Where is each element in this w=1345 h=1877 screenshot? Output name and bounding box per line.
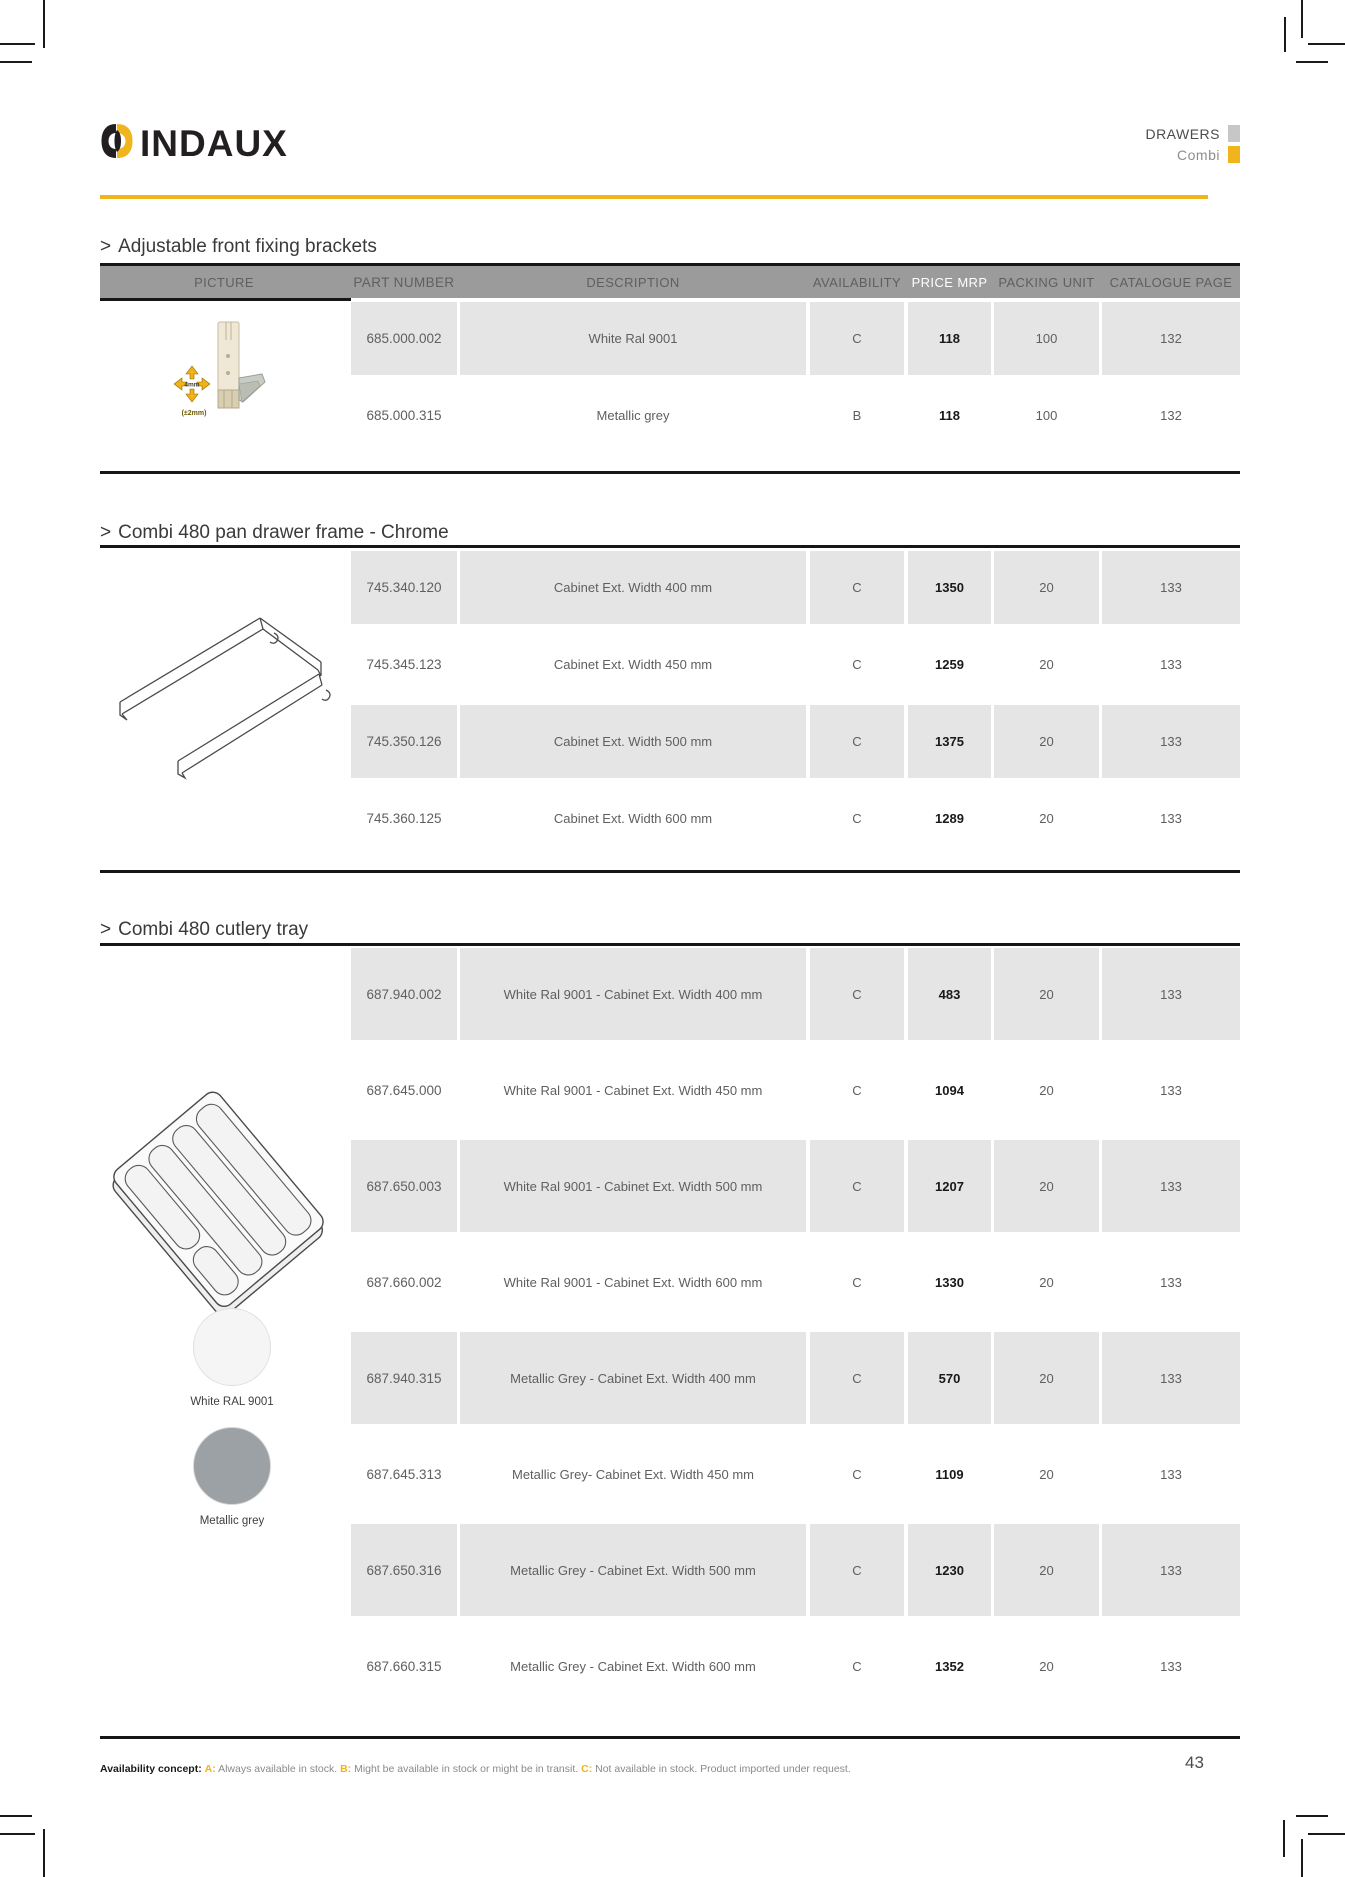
price-cell: 118 [908,302,991,375]
packing-unit-cell: 20 [994,1332,1099,1424]
bracket-4mm-label: 4mm [184,381,200,389]
part-number-cell: 685.000.315 [366,408,442,423]
availability-legend-label: Availability concept: [100,1763,202,1775]
crop-mark [1301,0,1303,38]
packing-unit-cell: 20 [1039,1658,1054,1674]
description-cell: White Ral 9001 - Cabinet Ext. Width 400 mm [460,948,806,1040]
description-cell: Cabinet Ext. Width 500 mm [460,705,806,778]
header-rule [100,195,1208,199]
price-cell: 1230 [908,1524,991,1616]
description-cell: White Ral 9001 - Cabinet Ext. Width 450 mm [503,1082,763,1098]
availability-cell: C [852,657,862,672]
packing-unit-cell: 100 [1035,408,1058,423]
crop-mark [1296,61,1328,63]
brand-logo-text: INDAUX [140,123,288,164]
availability-cell: C [810,705,904,778]
packing-unit-cell: 20 [1039,657,1054,672]
crop-mark [43,1829,45,1877]
crop-mark [0,61,32,63]
cutlery-tray-product-image [100,1078,340,1323]
availability-cell: C [810,302,904,375]
table-header-row [100,266,1240,298]
catalogue-page-cell: 133 [1160,1082,1182,1098]
bracket-tolerance-label: (±2mm) [181,410,207,417]
table-bottom-rule [100,1736,1240,1739]
subcategory-badge [1228,146,1240,163]
crop-mark [0,1815,32,1817]
part-number-cell: 687.660.002 [366,1274,442,1290]
catalogue-page-cell: 133 [1102,551,1240,624]
packing-unit-cell: 20 [994,1524,1099,1616]
catalogue-page-cell: 133 [1102,705,1240,778]
column-header: PACKING UNIT [998,274,1095,290]
table-row [100,782,1240,855]
availability-cell: C [810,948,904,1040]
description-cell: Metallic Grey - Cabinet Ext. Width 400 mm [460,1332,806,1424]
swatch-white-ral-9001 [152,1308,312,1408]
indaux-logo-icon [100,122,134,165]
catalogue-page-cell: 132 [1160,408,1182,423]
availability-cell: C [810,1140,904,1232]
availability-key-a: A: [204,1763,216,1775]
description-cell: Metallic Grey - Cabinet Ext. Width 500 mm [460,1524,806,1616]
price-cell: 1352 [935,1658,964,1674]
part-number-cell: 685.000.002 [351,302,457,375]
picture-cell [100,1524,348,1616]
part-number-cell: 687.650.316 [351,1524,457,1616]
availability-text-a: Always available in stock. [218,1763,338,1775]
availability-key-b: B: [340,1763,352,1775]
availability-text-b: Might be available in stock or might be in transit. [354,1763,579,1775]
price-cell: 483 [908,948,991,1040]
availability-cell: B [852,408,862,423]
packing-unit-cell: 100 [994,302,1099,375]
column-header: CATALOGUE PAGE [1109,274,1233,290]
packing-unit-cell: 20 [1039,1466,1054,1482]
section-title: > Combi 480 pan drawer frame - Chrome [100,522,449,543]
description-cell: Metallic Grey- Cabinet Ext. Width 450 mm [511,1466,755,1482]
availability-legend [100,1763,851,1775]
crop-mark [1283,1820,1285,1857]
price-cell: 118 [939,408,960,423]
subcategory-label: Combi [1177,146,1220,163]
price-cell: 1350 [908,551,991,624]
crop-mark [1284,17,1286,52]
packing-unit-cell: 20 [1039,1082,1054,1098]
part-number-cell: 745.340.120 [351,551,457,624]
packing-unit-cell: 20 [1039,811,1054,826]
catalogue-page-cell: 133 [1160,1466,1182,1482]
category-label: DRAWERS [1145,125,1220,142]
header-category-block [1145,125,1240,167]
section-title: > Combi 480 cutlery tray [100,919,309,940]
part-number-cell: 745.345.123 [366,657,442,672]
column-header: PICTURE [194,274,254,290]
catalogue-page-cell: 133 [1102,1332,1240,1424]
column-header: PRICE MRP [911,274,988,290]
availability-cell: C [852,1274,862,1290]
chevron-icon: > [100,236,112,257]
description-cell: White Ral 9001 [460,302,806,375]
brackets-table [100,266,1240,452]
table-row [100,1524,1240,1616]
swatch-label: Metallic grey [199,1515,265,1527]
crop-mark [1308,43,1345,45]
price-cell: 1094 [935,1082,964,1098]
description-cell: Cabinet Ext. Width 400 mm [460,551,806,624]
crop-mark [43,0,45,48]
price-cell: 570 [908,1332,991,1424]
catalogue-page-cell: 133 [1160,1658,1182,1674]
chevron-icon: > [100,919,112,940]
catalogue-page-cell: 132 [1102,302,1240,375]
part-number-cell: 687.940.315 [351,1332,457,1424]
part-number-cell: 745.350.126 [351,705,457,778]
part-number-cell: 687.650.003 [351,1140,457,1232]
table-row [100,379,1240,452]
crop-mark [0,43,35,45]
price-cell: 1109 [935,1466,964,1482]
availability-cell: C [810,1332,904,1424]
crop-mark [0,1833,35,1835]
table-row [100,1620,1240,1712]
catalogue-page-cell: 133 [1160,811,1182,826]
packing-unit-cell: 20 [994,551,1099,624]
part-number-cell: 745.360.125 [366,811,442,826]
crop-mark [1296,1815,1328,1817]
price-cell: 1375 [908,705,991,778]
table-row [100,302,1240,375]
catalogue-page-cell: 133 [1102,1524,1240,1616]
price-cell: 1289 [935,811,964,826]
grey-swatch-circle [193,1427,271,1505]
crop-mark [1301,1839,1303,1877]
availability-text-c: Not available in stock. Product imported under request. [595,1763,851,1775]
catalogue-page-cell: 133 [1102,948,1240,1040]
bracket-product-image [170,318,270,425]
packing-unit-cell: 20 [994,1140,1099,1232]
crop-mark [1308,1833,1345,1835]
availability-key-c: C: [581,1763,593,1775]
packing-unit-cell: 20 [994,948,1099,1040]
packing-unit-cell: 20 [994,705,1099,778]
column-header: AVAILABILITY [812,274,902,290]
availability-cell: C [810,1524,904,1616]
description-cell: Cabinet Ext. Width 600 mm [553,811,713,826]
price-cell: 1330 [935,1274,964,1290]
description-cell: Metallic Grey - Cabinet Ext. Width 600 mm [510,1658,756,1674]
description-cell: White Ral 9001 - Cabinet Ext. Width 600 mm [503,1274,763,1290]
part-number-cell: 687.645.313 [366,1466,442,1482]
white-swatch-circle [193,1308,271,1386]
availability-cell: C [852,1082,862,1098]
availability-cell: C [852,1658,862,1674]
section-title: > Adjustable front fixing brackets [100,236,377,257]
swatch-label: White RAL 9001 [190,1396,274,1408]
availability-cell: C [810,551,904,624]
part-number-cell: 687.940.002 [351,948,457,1040]
price-cell: 1259 [935,657,964,672]
category-badge [1228,125,1240,142]
page-number: 43 [1185,1753,1204,1772]
brand-logo [100,122,288,165]
part-number-cell: 687.660.315 [366,1658,442,1674]
swatch-metallic-grey [152,1427,312,1527]
packing-unit-cell: 20 [1039,1274,1054,1290]
pan-frame-product-image [108,606,338,786]
description-cell: Cabinet Ext. Width 450 mm [553,657,713,672]
availability-cell: C [852,811,862,826]
picture-cell [100,948,348,1040]
picture-cell [100,782,348,855]
table-bottom-rule [100,870,1240,873]
catalogue-page-cell: 133 [1102,1140,1240,1232]
description-cell: White Ral 9001 - Cabinet Ext. Width 500 mm [460,1140,806,1232]
table-bottom-rule [100,471,1240,474]
catalogue-page-cell: 133 [1160,657,1182,672]
availability-cell: C [852,1466,862,1482]
table-row [100,948,1240,1040]
price-cell: 1207 [908,1140,991,1232]
catalogue-page-cell: 133 [1160,1274,1182,1290]
picture-column-rule [100,298,351,301]
chevron-icon: > [100,522,112,543]
part-number-cell: 687.645.000 [366,1082,442,1098]
column-header: DESCRIPTION [586,274,680,290]
picture-cell [100,1620,348,1712]
description-cell: Metallic grey [596,408,670,423]
column-header: PART NUMBER [353,274,455,290]
